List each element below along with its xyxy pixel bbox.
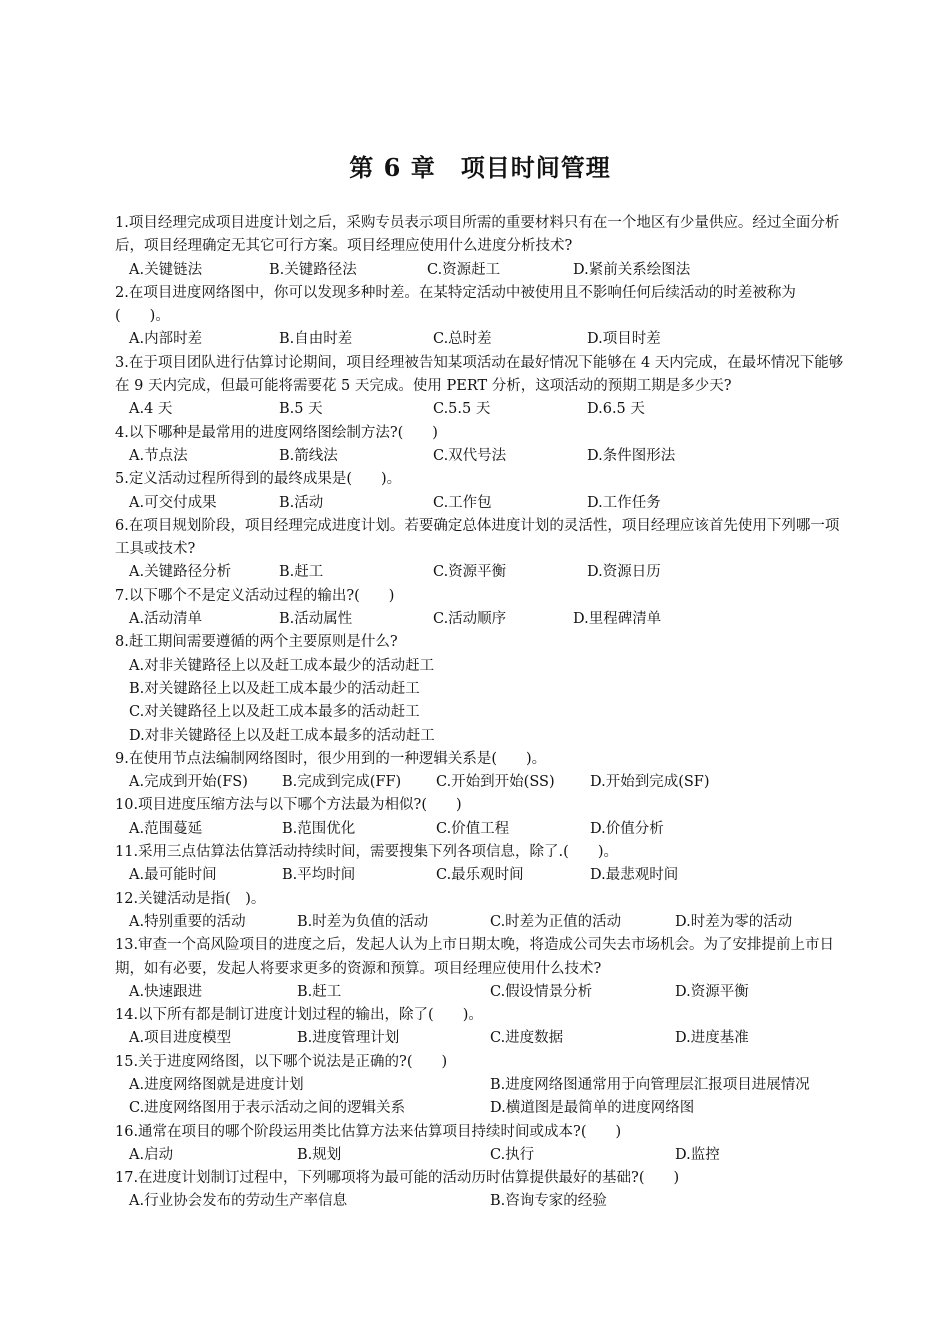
option-a: A.启动	[129, 1146, 174, 1163]
question-8	[115, 631, 845, 747]
option-b: B.自由时差	[279, 331, 353, 348]
question-stem: 16.通常在项目的哪个阶段运用类比估算方法来估算项目持续时间或成本?( )	[115, 1123, 622, 1140]
question-1	[115, 212, 845, 282]
chapter-title: 第 6 章 项目时间管理	[349, 153, 611, 182]
option-a: A.快速跟进	[129, 983, 203, 1000]
option-d: D.项目时差	[587, 331, 661, 348]
option-c: C.价值工程	[436, 820, 510, 837]
option-d: D.监控	[675, 1146, 720, 1163]
question-5	[115, 468, 845, 515]
question-stem: 7.以下哪个不是定义活动过程的输出?( )	[115, 587, 395, 604]
option-a: A.范围蔓延	[129, 820, 203, 837]
option-a: A.节点法	[129, 447, 188, 464]
option-b: B.进度网络图通常用于向管理层汇报项目进展情况	[490, 1076, 810, 1093]
option-b: B.活动	[279, 494, 324, 511]
option-d: D.条件图形法	[587, 447, 676, 464]
question-14	[115, 1004, 845, 1051]
option-c: C.假设情景分析	[490, 983, 593, 1000]
option-a: A.关键路径分析	[129, 564, 232, 581]
question-stem: 1.项目经理完成项目进度计划之后，采购专员表示项目所需的重要材料只有在一个地区有少量供应。经过全面分析后，项目经理确定无其它可行方案。项目经理应使用什么进度分析技术?	[115, 215, 840, 255]
question-3	[115, 352, 845, 422]
question-13	[115, 934, 845, 1004]
question-stem: 9.在使用节点法编制网络图时，很少用到的一种逻辑关系是( )。	[115, 750, 547, 767]
option-b: B.5 天	[279, 401, 323, 418]
question-stem: 2.在项目进度网络图中，你可以发现多种时差。在某特定活动中被使用且不影响任何后续活动的时差被称为( )。	[115, 284, 796, 325]
option-a: A.最可能时间	[129, 867, 217, 884]
option-d: D.资源日历	[587, 564, 661, 581]
option-b: B.关键路径法	[269, 261, 357, 278]
option-a: A.关键链法	[129, 261, 203, 278]
option-a: A.行业协会发布的劳动生产率信息	[129, 1193, 348, 1210]
question-list	[115, 212, 845, 1214]
option-b: B.进度管理计划	[297, 1030, 400, 1047]
question-stem: 4.以下哪种是最常用的进度网络图绘制方法?( )	[115, 424, 438, 441]
option-c: C.进度网络图用于表示活动之间的逻辑关系	[129, 1100, 406, 1117]
option-c: C.资源赶工	[427, 261, 501, 278]
question-stem: 11.采用三点估算法估算活动持续时间，需要搜集下列各项信息，除了.( )。	[115, 844, 618, 861]
option-d: D.对非关键路径上以及赶工成本最多的活动赶工	[129, 727, 435, 744]
question-6	[115, 515, 845, 585]
option-d: D.横道图是最简单的进度网络图	[490, 1100, 695, 1117]
question-16	[115, 1121, 845, 1168]
option-a: A.4 天	[129, 401, 173, 418]
question-2	[115, 282, 845, 352]
option-c: C.开始到开始(SS)	[436, 774, 555, 791]
option-b: B.规划	[297, 1146, 342, 1163]
question-stem: 3.在于项目团队进行估算讨论期间，项目经理被告知某项活动在最好情况下能够在 4 天内完成，在最坏情况下能够在 9 天内完成，但最可能将需要花 5 天完成。使用 PERT 分析，这项活动的预期工期是多少天?	[115, 354, 844, 395]
option-c: C.总时差	[433, 331, 492, 348]
option-a: A.对非关键路径上以及赶工成本最少的活动赶工	[129, 657, 435, 674]
question-stem: 12.关键活动是指( )。	[115, 890, 266, 907]
question-10	[115, 794, 845, 841]
question-4	[115, 422, 845, 469]
question-stem: 15.关于进度网络图，以下哪个说法是正确的?( )	[115, 1053, 448, 1070]
option-c: C.工作包	[433, 494, 492, 511]
option-c: C.资源平衡	[433, 564, 507, 581]
option-b: B.咨询专家的经验	[490, 1193, 607, 1210]
option-a: A.进度网络图就是进度计划	[129, 1076, 304, 1093]
option-d: D.时差为零的活动	[675, 913, 793, 930]
option-b: B.范围优化	[282, 820, 356, 837]
option-b: B.对关键路径上以及赶工成本最少的活动赶工	[129, 680, 420, 697]
option-b: B.赶工	[297, 983, 342, 1000]
question-stem: 10.项目进度压缩方法与以下哪个方法最为相似?( )	[115, 797, 462, 814]
option-d: D.里程碑清单	[573, 611, 662, 628]
question-7	[115, 585, 845, 632]
question-stem: 6.在项目规划阶段，项目经理完成进度计划。若要确定总体进度计划的灵活性，项目经理应该首先使用下列哪一项工具或技术?	[115, 517, 840, 558]
option-a: A.完成到开始(FS)	[129, 774, 248, 791]
question-stem: 14.以下所有都是制订进度计划过程的输出，除了( )。	[115, 1007, 483, 1024]
option-b: B.活动属性	[279, 611, 353, 628]
option-b: B.平均时间	[282, 867, 356, 884]
option-c: C.5.5 天	[433, 401, 491, 418]
option-a: A.活动清单	[129, 611, 203, 628]
option-a: A.特别重要的活动	[129, 913, 246, 930]
question-stem: 13.审查一个高风险项目的进度之后，发起人认为上市日期太晚，将造成公司失去市场机会。为了安排提前上市日期，如有必要，发起人将要求更多的资源和预算。项目经理应使用什么技术?	[115, 937, 835, 977]
option-b: B.箭线法	[279, 447, 338, 464]
option-a: A.项目进度模型	[129, 1030, 232, 1047]
option-c: C.活动顺序	[433, 611, 507, 628]
option-c: C.最乐观时间	[436, 867, 524, 884]
option-d: D.紧前关系绘图法	[573, 261, 691, 278]
option-d: D.工作任务	[587, 494, 661, 511]
option-b: B.赶工	[279, 564, 324, 581]
question-stem: 8.赶工期间需要遵循的两个主要原则是什么?	[115, 634, 398, 651]
option-c: C.双代号法	[433, 447, 507, 464]
option-d: D.价值分析	[590, 820, 664, 837]
question-12	[115, 888, 845, 935]
option-d: D.资源平衡	[675, 983, 749, 1000]
option-d: D.最悲观时间	[590, 867, 679, 884]
option-d: D.开始到完成(SF)	[590, 774, 710, 791]
question-15	[115, 1051, 845, 1121]
option-c: C.执行	[490, 1146, 535, 1163]
option-c: C.时差为正值的活动	[490, 913, 622, 930]
option-d: D.进度基准	[675, 1030, 749, 1047]
option-b: B.完成到完成(FF)	[282, 774, 402, 791]
question-stem: 17.在进度计划制订过程中，下列哪项将为最可能的活动历时估算提供最好的基础?( )	[115, 1170, 680, 1187]
question-stem: 5.定义活动过程所得到的最终成果是( )。	[115, 471, 402, 488]
question-17	[115, 1167, 845, 1214]
question-9	[115, 748, 845, 795]
option-a: A.内部时差	[129, 331, 203, 348]
question-11	[115, 841, 845, 888]
option-d: D.6.5 天	[587, 401, 645, 418]
option-c: C.对关键路径上以及赶工成本最多的活动赶工	[129, 704, 420, 721]
option-b: B.时差为负值的活动	[297, 913, 429, 930]
option-c: C.进度数据	[490, 1030, 564, 1047]
option-a: A.可交付成果	[129, 494, 217, 511]
